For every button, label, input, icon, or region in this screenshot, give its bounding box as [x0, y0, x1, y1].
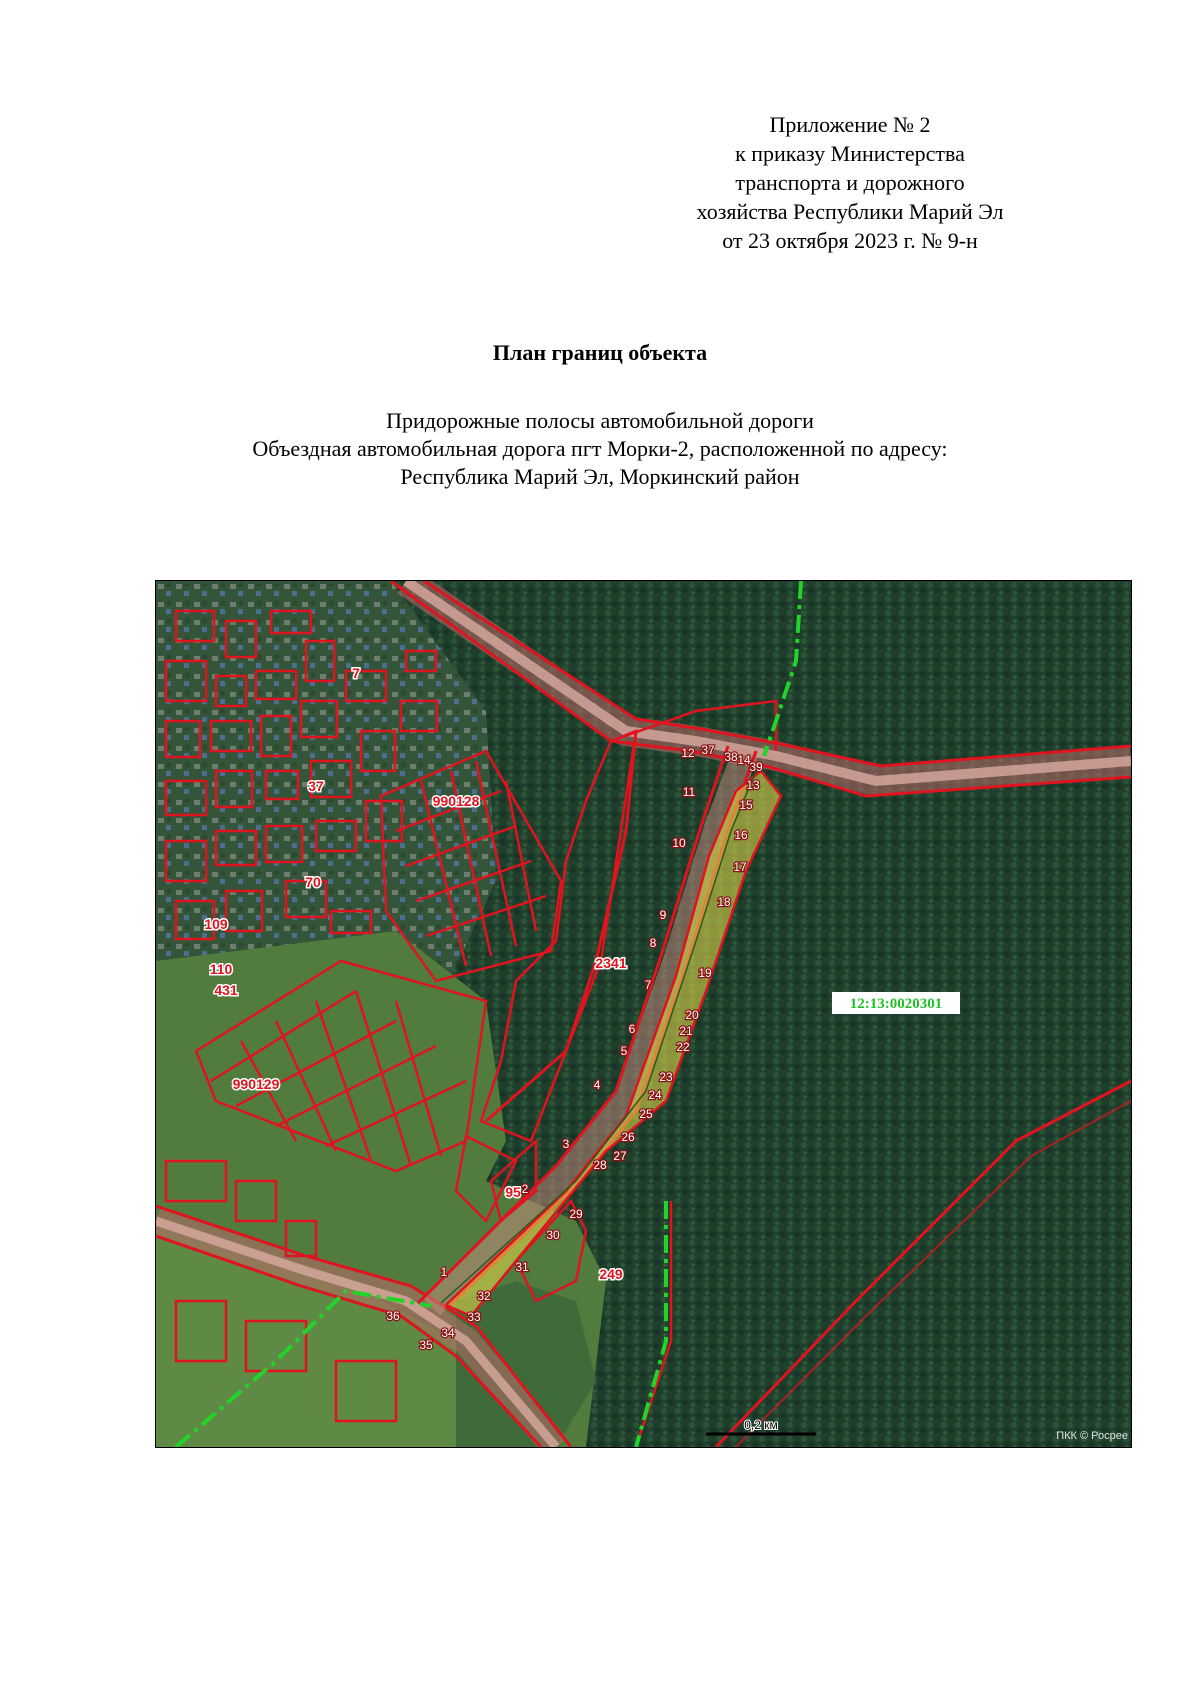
boundary-point-label: 39: [749, 760, 763, 774]
boundary-point-label: 27: [613, 1149, 627, 1163]
scale-label: 0,2 км: [744, 1418, 778, 1432]
appendix-line: хозяйства Республики Марий Эл: [696, 199, 1004, 224]
boundary-point-label: 13: [746, 778, 760, 792]
appendix-line: от 23 октября 2023 г. № 9-н: [722, 228, 978, 253]
parcel-label: 249: [599, 1266, 623, 1282]
subtitle-line: Республика Марий Эл, Моркинский район: [400, 464, 800, 489]
boundary-point-label: 1: [440, 1265, 448, 1279]
parcel-label: 431: [214, 982, 238, 998]
boundary-point-label: 6: [628, 1022, 636, 1036]
boundary-point-label: 14: [737, 753, 751, 767]
appendix-line: Приложение № 2: [769, 112, 931, 137]
boundary-point-label: 15: [739, 798, 753, 812]
boundary-point-label: 20: [685, 1008, 699, 1022]
subtitle-line: Объездная автомобильная дорога пгт Морки-2, расположенной по адресу:: [252, 436, 948, 461]
boundary-point-label: 18: [717, 895, 731, 909]
boundary-point-label: 31: [515, 1260, 529, 1274]
parcel-label: 2341: [595, 955, 627, 971]
cadastral-map[interactable]: [155, 580, 1132, 1448]
parcel-label: 990129: [232, 1076, 280, 1092]
boundary-point-label: 26: [621, 1130, 635, 1144]
boundary-point-label: 28: [593, 1158, 607, 1172]
boundary-point-label: 5: [620, 1044, 628, 1058]
boundary-point-label: 35: [419, 1338, 433, 1352]
parcel-label: 95: [505, 1184, 521, 1200]
boundary-point-label: 30: [546, 1228, 560, 1242]
boundary-point-label: 24: [648, 1088, 662, 1102]
boundary-point-label: 19: [698, 966, 712, 980]
map-credit: ПКК © Росрее: [1056, 1430, 1128, 1442]
boundary-point-label: 11: [682, 785, 696, 799]
boundary-point-label: 17: [733, 860, 747, 874]
boundary-point-label: 12: [681, 746, 695, 760]
parcel-label: 70: [305, 874, 321, 890]
boundary-point-label: 34: [441, 1326, 455, 1340]
subtitle-line: Придорожные полосы автомобильной дороги: [386, 408, 814, 433]
boundary-point-label: 29: [569, 1207, 583, 1221]
quarter-label: 12:13:0020301: [849, 996, 943, 1012]
parcel-label: 109: [204, 916, 228, 932]
boundary-point-label: 16: [734, 828, 748, 842]
appendix-line: транспорта и дорожного: [735, 170, 965, 195]
appendix-line: к приказу Министерства: [735, 141, 965, 166]
boundary-point-label: 9: [659, 908, 667, 922]
boundary-point-label: 8: [649, 936, 657, 950]
parcel-label: 37: [308, 778, 324, 794]
boundary-point-label: 38: [724, 750, 738, 764]
boundary-point-label: 36: [386, 1309, 400, 1323]
document-subtitle: [0, 407, 1200, 491]
boundary-point-label: 33: [467, 1310, 481, 1324]
boundary-point-label: 22: [676, 1040, 690, 1054]
boundary-point-label: 4: [593, 1078, 601, 1092]
document-title: План границ объекта: [492, 340, 708, 365]
boundary-point-label: 21: [679, 1024, 693, 1038]
boundary-point-label: 37: [701, 743, 715, 757]
boundary-point-label: 23: [659, 1070, 673, 1084]
boundary-point-label: 3: [562, 1137, 570, 1151]
parcel-label: 110: [209, 961, 233, 977]
boundary-point-label: 25: [639, 1107, 653, 1121]
appendix-block: [640, 110, 1060, 255]
boundary-point-label: 2: [521, 1182, 529, 1196]
boundary-point-label: 10: [672, 836, 686, 850]
boundary-point-label: 32: [477, 1289, 491, 1303]
parcel-label: 7: [352, 665, 360, 681]
boundary-point-label: 7: [644, 978, 652, 992]
parcel-label: 990128: [432, 793, 480, 809]
